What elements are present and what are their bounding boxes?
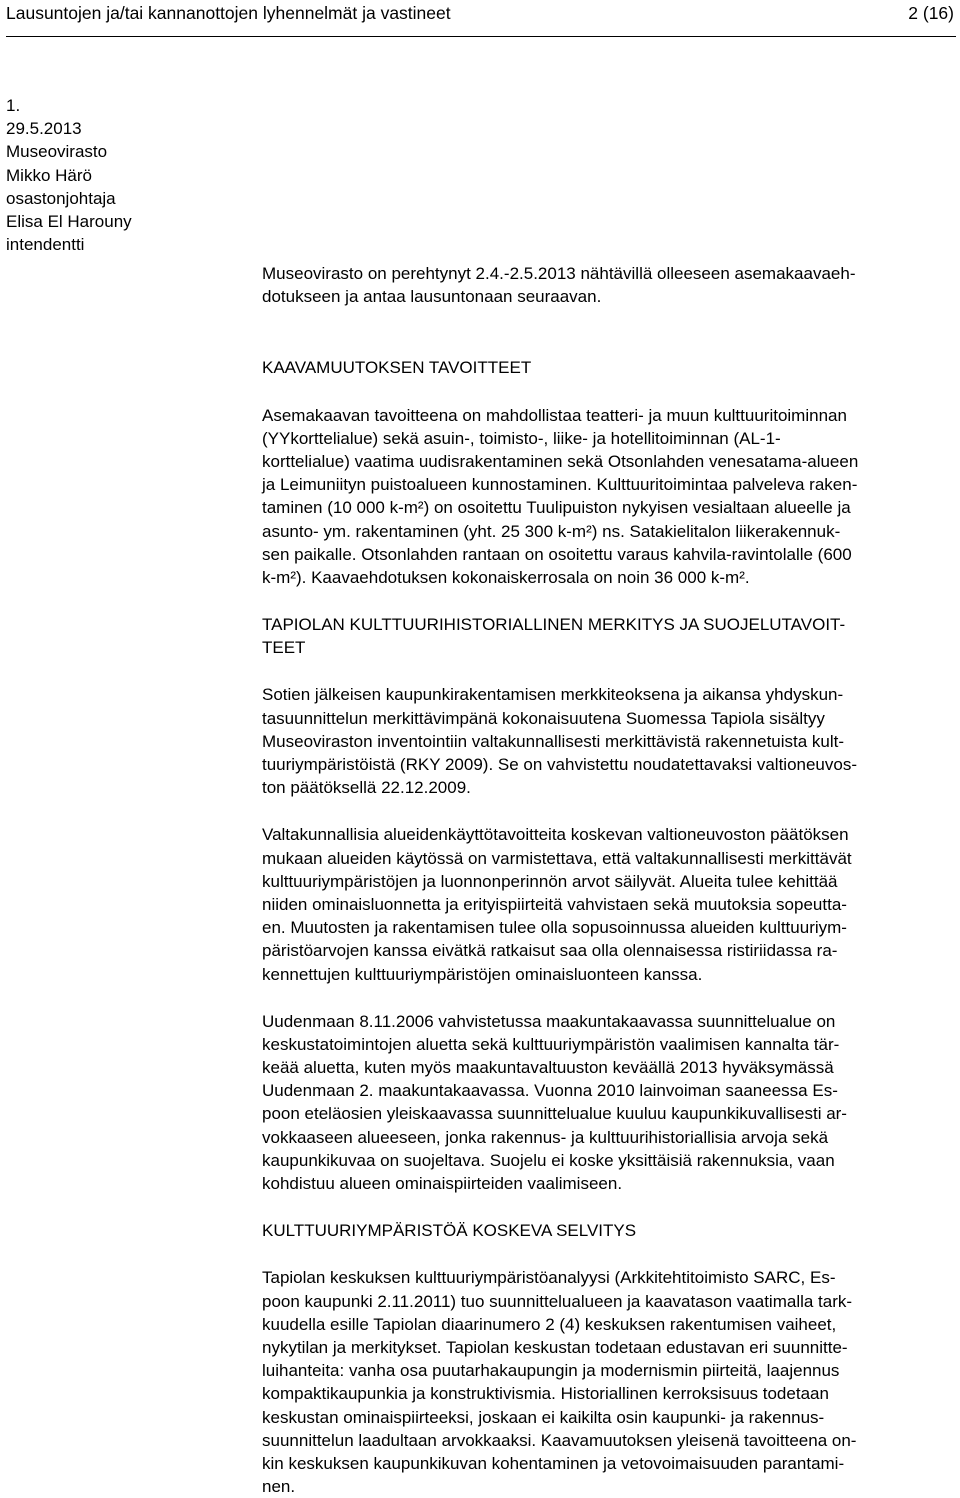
- survey-paragraph: [262, 1266, 952, 1498]
- text-line: ton päätöksellä 22.12.2009.: [262, 778, 471, 798]
- sender-title-1: osastonjohtaja: [6, 188, 116, 208]
- text-line: Museovirasto on perehtynyt 2.4.-2.5.2013 nähtävillä olleeseen asemakaavaeh-: [262, 264, 856, 283]
- text-line: luihanteita: vanha osa puutarhakaupungin ja modernismin piirteitä, laajennus: [262, 1361, 840, 1381]
- text-line: kennettujen kulttuuriympäristöjen ominaisluonteen kanssa.: [262, 964, 703, 984]
- page-header: [6, 0, 956, 40]
- sender-name-1: Mikko Härö: [6, 165, 92, 185]
- heading-line: KULTTUURIYMPÄRISTÖÄ KOSKEVA SELVITYS: [262, 1221, 637, 1241]
- text-line: ja Leimuniityn puistoalueen kunnostaminen. Kulttuuritoimintaa palveleva raken-: [262, 475, 858, 495]
- sender-block: [6, 94, 246, 256]
- text-line: taminen (10 000 k-m²) on osoitettu Tuulipuiston nykyisen vesialtaan alueelle ja: [262, 498, 851, 518]
- text-line: Uudenmaan 2. maakuntakaavassa. Vuonna 2010 lainvoiman saaneessa Es-: [262, 1081, 838, 1101]
- section-heading-goals: [262, 356, 952, 379]
- heritage-paragraph-1: [262, 683, 952, 799]
- text-line: kuudella esille Tapiolan diaarinumero 2 (4) keskuksen rakentumisen vaiheet,: [262, 1314, 837, 1334]
- text-line: dotukseen ja antaa lausuntonaan seuraavan.: [262, 287, 602, 307]
- section-heading-heritage: [262, 613, 952, 659]
- text-line: keskustatoimintojen aluetta sekä kulttuuriympäristön vaalimisen kannalta tär-: [262, 1034, 840, 1054]
- heritage-paragraph-3: [262, 1010, 952, 1196]
- heritage-paragraph-2: [262, 823, 952, 985]
- sender-name-2: Elisa El Harouny: [6, 211, 132, 231]
- header-divider: [6, 36, 956, 37]
- text-line: en. Muutosten ja rakentamisen tulee olla sopusoinnussa alueiden kulttuuriym-: [262, 918, 847, 938]
- document-title: Lausuntojen ja/tai kannanottojen lyhennelmät ja vastineet: [6, 3, 451, 23]
- sender-organization: Museovirasto: [6, 142, 108, 162]
- text-line: Sotien jälkeisen kaupunkirakentamisen merkkiteoksena ja aikansa yhdyskun-: [262, 685, 844, 705]
- sender-date: 29.5.2013: [6, 119, 82, 139]
- text-line: asunto- ym. rakentaminen (yht. 25 300 k-m²) ns. Satakielitalon liikerakennuk-: [262, 521, 841, 541]
- text-line: k-m²). Kaavaehdotuksen kokonaiskerrosala on noin 36 000 k-m².: [262, 567, 750, 587]
- text-line: keää aluetta, kuten myös maakuntavaltuuston keväällä 2013 hyväksymässä: [262, 1058, 834, 1078]
- sender-number: 1.: [6, 96, 21, 115]
- sender-title-2: intendentti: [6, 235, 85, 255]
- text-line: keskustan ominaispiirteeksi, joskaan ei kaikilta osin kaupunki- ja rakennus-: [262, 1407, 825, 1427]
- text-line: korttelialue) vaatima uudisrakentaminen sekä Otsonlahden venesatama-alueen: [262, 451, 859, 471]
- text-line: Valtakunnallisia alueidenkäyttötavoitteita koskevan valtioneuvoston päätöksen: [262, 825, 849, 845]
- text-line: Tapiolan keskuksen kulttuuriympäristöanalyysi (Arkkitehtitoimisto SARC, Es-: [262, 1268, 836, 1288]
- text-line: kulttuuriympäristöjen ja luonnonperinnön arvot säilyvät. Alueita tulee kehittää: [262, 871, 838, 891]
- text-line: poon eteläosien yleiskaavassa suunnittelualue kuuluu kaupunkikuvallisesti ar-: [262, 1104, 847, 1124]
- text-line: poon kaupunki 2.11.2011) tuo suunnittelualueen ja kaavatason vaatimalla tark-: [262, 1291, 853, 1311]
- goals-paragraph: [262, 404, 952, 590]
- text-line: niiden ominaisluonnetta ja erityispiirteitä vahvistaen sekä muutoksia sopeutta-: [262, 894, 847, 914]
- text-line: päristöarvojen kanssa eivätkä ratkaisut saa olla olennaisessa ristiriidassa ra-: [262, 941, 838, 961]
- text-line: kompaktikaupunkia ja konstruktivismia. Historiallinen kerroksisuus todetaan: [262, 1384, 829, 1404]
- heading-line: TEET: [262, 638, 306, 658]
- text-line: tuuriympäristöistä (RKY 2009). Se on vahvistettu noudatettavaksi valtioneuvos-: [262, 755, 857, 774]
- text-line: vokkaaseen alueeseen, jonka rakennus- ja kulttuurihistoriallisia arvoja sekä: [262, 1127, 829, 1147]
- intro-paragraph: [262, 262, 952, 308]
- heading-line: TAPIOLAN KULTTUURIHISTORIALLINEN MERKITYS JA SUOJELUTAVOIT-: [262, 615, 846, 635]
- text-line: nykytilan ja merkitykset. Tapiolan keskustan todetaan edustavan eri suunnitte-: [262, 1337, 848, 1357]
- text-line: nen.: [262, 1477, 296, 1497]
- text-line: Asemakaavan tavoitteena on mahdollistaa teatteri- ja muun kulttuuritoiminnan: [262, 405, 847, 425]
- text-line: kohdistuu alueen ominaispiirteiden vaalimiseen.: [262, 1174, 623, 1193]
- page-number: 2 (16): [908, 3, 954, 23]
- statement-body: [262, 262, 952, 1498]
- text-line: kin keskuksen kaupunkikuvan kohentaminen ja vetovoimaisuuden parantami-: [262, 1453, 845, 1473]
- text-line: mukaan alueiden käytössä on varmistettava, että valtakunnallisesti merkittävät: [262, 848, 852, 868]
- text-line: Museoviraston inventointiin valtakunnallisesti merkittävistä rakennetuista kult-: [262, 731, 845, 751]
- text-line: (YYkorttelialue) sekä asuin-, toimisto-, liike- ja hotellitoiminnan (AL-1-: [262, 428, 781, 448]
- text-line: kaupunkikuvaa on suojeltava. Suojelu ei koske yksittäisiä rakennuksia, vaan: [262, 1150, 835, 1170]
- section-heading-survey: [262, 1219, 952, 1242]
- text-line: Uudenmaan 8.11.2006 vahvistetussa maakuntakaavassa suunnittelualue on: [262, 1011, 836, 1031]
- heading-line: KAAVAMUUTOKSEN TAVOITTEET: [262, 358, 532, 378]
- text-line: sen paikalle. Otsonlahden rantaan on osoitettu varaus kahvila-ravintolalle (600: [262, 544, 852, 564]
- text-line: suunnittelun laadultaan arvokkaaksi. Kaavamuutoksen yleisenä tavoitteena on-: [262, 1430, 857, 1450]
- text-line: tasuunnittelun merkittävimpänä kokonaisuutena Suomessa Tapiola sisältyy: [262, 708, 825, 728]
